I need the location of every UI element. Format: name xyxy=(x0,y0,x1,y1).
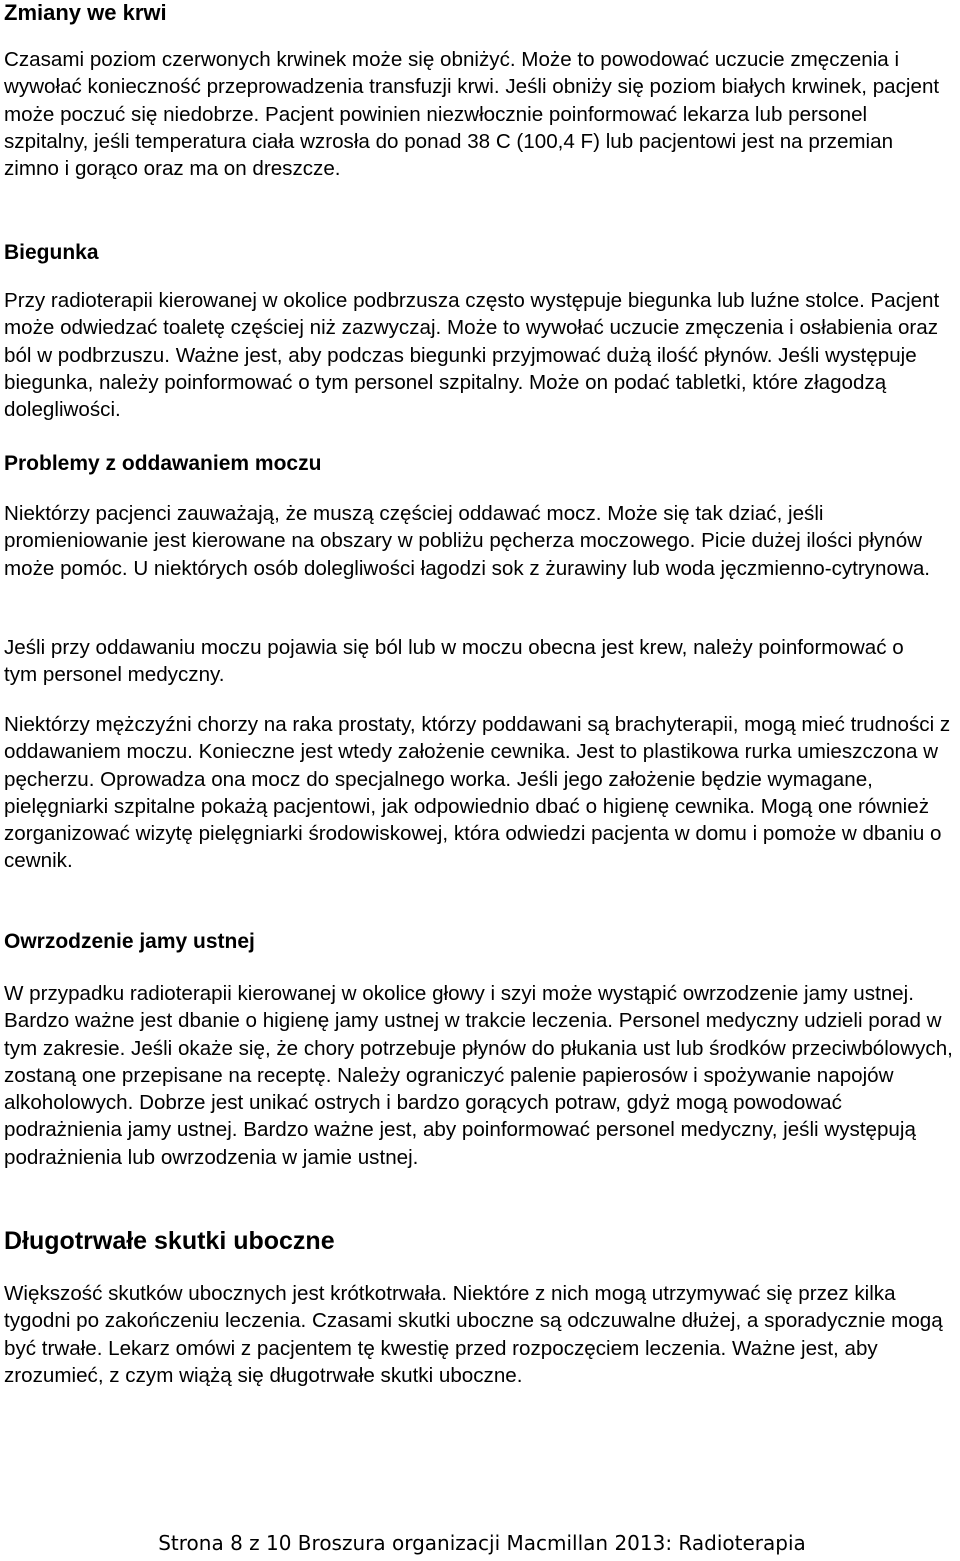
paragraph-blood-changes: Czasami poziom czerwonych krwinek może się obniżyć. Może to powodować uczucie zmęczenia i wywołać konieczność przeprowadzenia transfuzji krwi. Jeśli obniży się poziom białych krwinek, pacjent może poczuć się niedobrze. Pacjent powinien niezwłocznie poinformować lekarza lub personel szpitalny, jeśli temperatura ciała wzrosła do ponad 38 C (100,4 F) lub pacjentowi jest na przemian zimno i gorąco oraz ma on dreszcze. xyxy=(4,48,940,181)
section-heading-diarrhea: Biegunka xyxy=(4,241,99,264)
footer-text: Strona 8 z 10 Broszura organizacji Macmillan 2013: Radioterapia xyxy=(158,1531,806,1555)
page-footer xyxy=(0,1530,960,1556)
section-heading-urination-problems: Problemy z oddawaniem moczu xyxy=(4,452,322,475)
section-heading-mouth-ulcers: Owrzodzenie jamy ustnej xyxy=(4,930,255,953)
section-heading-long-term-effects: Długotrwałe skutki uboczne xyxy=(4,1227,335,1255)
paragraph-long-term-effects: Większość skutków ubocznych jest krótkotrwała. Niektóre z nich mogą utrzymywać się przez kilka tygodni po zakończeniu leczenia. Czasami skutki uboczne są odczuwalne dłużej, a sporadycznie mogą być trwałe. Lekarz omówi z pacjentem tę kwestię przed rozpoczęciem leczenia. Ważne jest, aby zrozumieć, z czym wiążą się długotrwałe skutki uboczne. xyxy=(4,1282,943,1387)
section-heading-blood-changes: Zmiany we krwi xyxy=(4,0,167,25)
paragraph-mouth-ulcers: W przypadku radioterapii kierowanej w okolice głowy i szyi może wystąpić owrzodzenie jamy ustnej. Bardzo ważne jest dbanie o higienę jamy ustnej w trakcie leczenia. Personel medyczny udzieli porad w tym zakresie. Jeśli okaże się, że chory potrzebuje płynów do płukania ust lub środków przeciwbólowych, zostaną one przepisane na receptę. Należy ograniczyć palenie papierosów i spożywanie napojów alkoholowych. Dobrze jest unikać ostrych i bardzo gorących potraw, gdyż mogą powodować podrażnienia jamy ustnej. Bardzo ważne jest, aby poinformować personel medyczny, jeśli występują podrażnienia lub owrzodzenia w jamie ustnej. xyxy=(4,982,953,1169)
paragraph-urination-1: Niektórzy pacjenci zauważają, że muszą częściej oddawać mocz. Może się tak dziać, jeśli promieniowanie jest kierowane na obszary w pobliżu pęcherza moczowego. Picie dużej ilości płynów może pomóc. U niektórych osób dolegliwości łagodzi sok z żurawiny lub woda jęczmienno-cytrynowa. xyxy=(4,502,930,580)
paragraph-diarrhea: Przy radioterapii kierowanej w okolice podbrzusza często występuje biegunka lub luźne stolce. Pacjent może odwiedzać toaletę częściej niż zazwyczaj. Może to wywołać uczucie zmęczenia i osłabienia oraz ból w podbrzuszu. Ważne jest, aby podczas biegunki przyjmować dużą ilość płynów. Jeśli występuje biegunka, należy poinformować o tym personel szpitalny. Może on podać tabletki, które złagodzą dolegliwości. xyxy=(4,289,940,422)
paragraph-urination-3: Niektórzy mężczyźni chorzy na raka prostaty, którzy poddawani są brachyterapii, mogą mieć trudności z oddawaniem moczu. Konieczne jest wtedy założenie cewnika. Jest to plastikowa rurka umieszczona w pęcherzu. Oprowadza ona mocz do specjalnego worka. Jeśli jego założenie będzie wymagane, pielęgniarki szpitalne pokażą pacjentowi, jak odpowiednio dbać o higienę cewnika. Mogą one również zorganizować wizytę pielęgniarki środowiskowej, która odwiedzi pacjenta w domu i pomoże w dbaniu o cewnik. xyxy=(4,713,951,873)
paragraph-urination-2: Jeśli przy oddawaniu moczu pojawia się ból lub w moczu obecna jest krew, należy poinformować o tym personel medyczny. xyxy=(4,636,904,687)
